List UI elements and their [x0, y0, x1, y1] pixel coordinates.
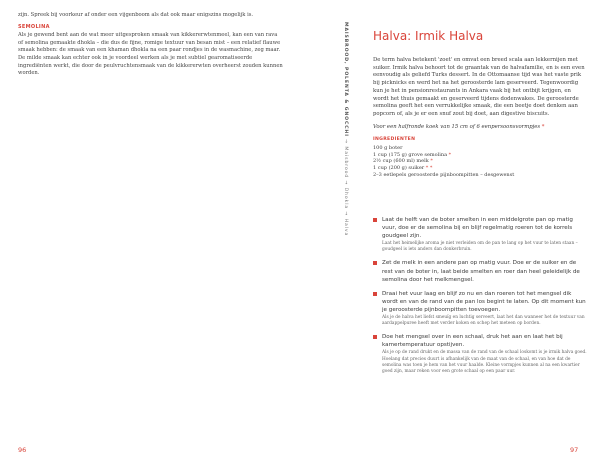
- ingredient-mark: *: [430, 158, 433, 165]
- ingredient-item: [373, 165, 588, 172]
- page-number-left: 96: [18, 446, 27, 454]
- running-head-category: MAISBROOD, POLENTA & GNOCCHI: [343, 22, 348, 137]
- recipe-yield-text: Voor een halfronde koek van 15 cm of 6 eenpersoonsvormpjes: [373, 123, 541, 130]
- running-head-text: [343, 22, 348, 236]
- ingredient-text: 1 cup (175 g) grove semolina: [373, 151, 448, 158]
- ingredient-text: 2½ cup (600 ml) melk: [373, 158, 429, 165]
- running-head-sep-1: →: [343, 139, 348, 145]
- ingredient-text: 1 cup (200 g) suiker: [373, 165, 425, 172]
- running-head-item-3: Halva: [343, 218, 348, 237]
- step-bullet-icon: [373, 335, 377, 339]
- left-subheading: SEMOLINA: [18, 23, 50, 30]
- left-paragraph-1: zijn. Spreek bij voorkeur af onder een vijgenboom als dat ook maar enigszins mogelijk is.: [18, 12, 254, 18]
- step-main-text: Draai het vuur laag en blijf zo nu en dan roeren tot het mengsel dik wordt en van de rand van de pan los begint te laten. Op dit moment kun je geroosterde pijnboompitten toevoegen.: [382, 290, 586, 313]
- ingredient-item: [373, 145, 588, 152]
- step-note-text: Laat het heimelijke aroma je niet verleiden om de pan te lang op het vuur te laten staan – goudgeel is iets anders dan donkerbruin.: [382, 241, 578, 253]
- recipe-body: [373, 57, 588, 179]
- step-note-text: Als je de halva het liefst smeuïg en luchtig serveert, laat het dan wanneer het de textuur van aardappelpuree heeft met verder koken en schep het meteen op borden.: [382, 315, 585, 327]
- recipe-step-2: [373, 259, 588, 283]
- recipe-intro: De term halva betekent 'zoet' en omvat een breed scala aan lekkernijen met suiker. Irmik halva behoort tot de graantak van de halvafamilie, en is een even eenvoudig als geliefd Turks dessert. In de Ottomaanse tijd was het vaste prik bij picknicks en werd het na het geroosterde lam geserveerd. Tegenwoordig kun je het in pensionrestaurants in Ankara vaak bij het ontbijt krijgen, en wordt het thuis gemaakt en geserveerd tijdens dodenwakes. De geroosterde semolina geeft het een verrukkelijke smaak, die een beetje doet denken aan popcorn of, als je er een snuf zout bij doet, aan digestive biscuits.: [373, 57, 585, 117]
- recipe-step-4: [373, 333, 588, 375]
- ingredient-mark: * *: [425, 165, 433, 172]
- ingredients-list: [373, 145, 588, 179]
- running-head-sep-3: →: [343, 211, 348, 217]
- page-number-right: 97: [570, 446, 579, 454]
- step-note-text: Als je op de rand drukt en de massa van de rand van de schaal loskomt is je irmik halva goed. Hoelang dat precies duurt is afhankelijk van de maat van de schaal, en van hoe dat de semolina was toen je hem van het vuur haalde. Kleine vormpjes kunnen al na een kwartier goed zijn, maar reken voor een grote schaal op een paar uur.: [382, 350, 587, 374]
- recipe-yield-mark: *: [541, 123, 545, 130]
- left-page-text: [18, 12, 283, 82]
- running-head: [340, 22, 350, 237]
- step-main-text: Laat de helft van de boter smelten in een middelgrote pan op matig vuur, doe er de semolina bij en blijf regelmatig roeren tot de korrels goudgeel zijn.: [382, 217, 573, 240]
- recipe-yield: [373, 124, 588, 132]
- step-bullet-icon: [373, 292, 377, 296]
- recipe-title: Halva: Irmik Halva: [373, 29, 484, 43]
- ingredient-mark: *: [448, 151, 452, 158]
- ingredient-item: [373, 172, 588, 179]
- running-head-item-2: Dhokla: [343, 187, 348, 210]
- running-head-sep-2: →: [343, 180, 348, 186]
- recipe-step-3: [373, 290, 588, 327]
- left-paragraph-2: Als je gewend bent aan de wat meer uitgesproken smaak van kikkererwtenmeel, kan een van rava of semolina gemaakte dhokla – die dus de fijne, romige textuur van besan mist – een relatief flauwe smaak hebben: de smaak van een khaman dhokla na een paar rondjes in de wasmachine, zeg maar. De milde smaak kan echter ook in je voordeel werken als je met subtiel gearomatiseerde ingrediënten werkt, die door de peulvruchtensmaak van de kikkererwten overheerst zouden kunnen worden.: [18, 32, 283, 77]
- ingredient-text: 100 g boter: [373, 145, 403, 152]
- recipe-steps: [373, 216, 588, 381]
- step-main-text: Doe het mengsel over in een schaal, druk het aan en laat het bij kamertemperatuur opstijven.: [382, 334, 563, 349]
- step-bullet-icon: [373, 261, 377, 265]
- step-main-text: Zet de melk in een andere pan op matig vuur. Doe er de suiker en de rest van de boter in, laat beide smelten en roer dan heel geleidelijk de semolina door het melkmengsel.: [382, 260, 580, 283]
- ingredient-text: 2–3 eetlepels geroosterde pijnboompitten – desgewenst: [373, 171, 515, 178]
- recipe-step-1: [373, 216, 588, 253]
- running-head-item-1: Maisbrood: [343, 146, 348, 179]
- step-bullet-icon: [373, 218, 377, 222]
- ingredients-heading: INGREDIENTEN: [373, 137, 416, 143]
